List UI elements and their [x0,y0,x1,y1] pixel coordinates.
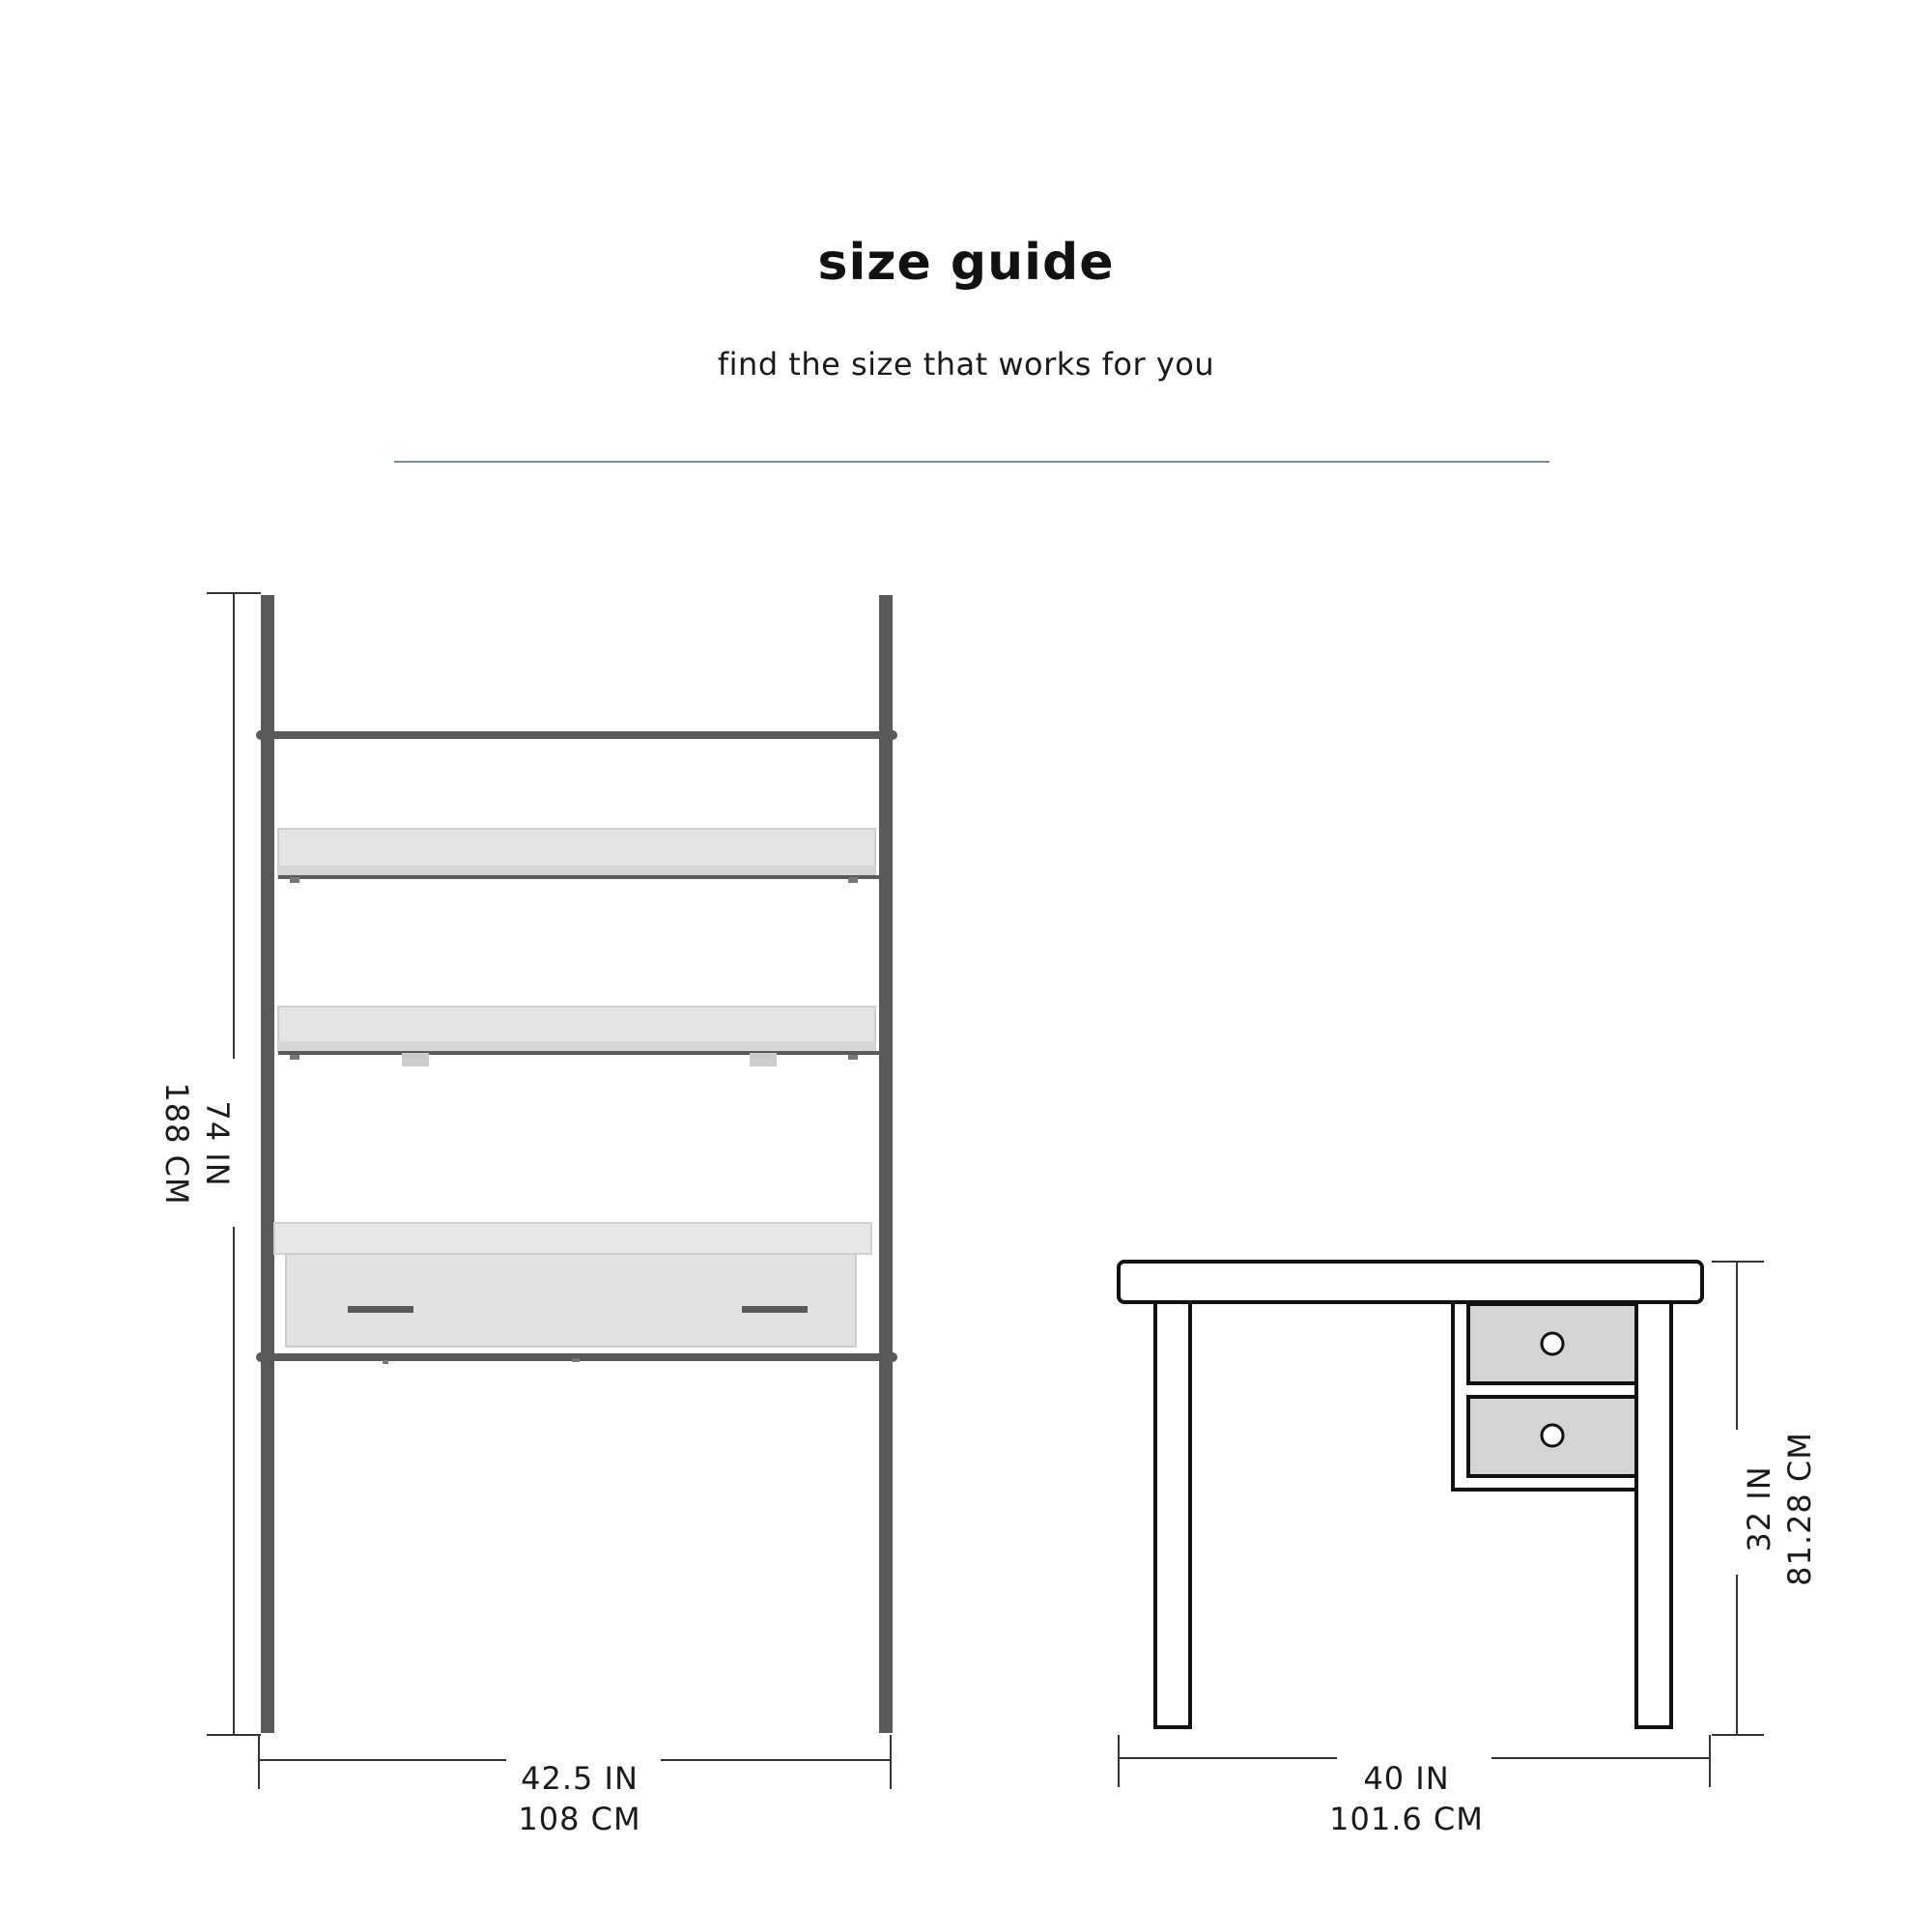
shelf-desk-drawer [256,1223,897,1364]
shelf-top-crossbar [259,731,895,739]
drawer-handle-left [348,1306,413,1313]
ladder-shelf-illustration [256,595,897,1733]
desk-right-leg [1636,1302,1671,1727]
desk-illustration [1119,1262,1702,1727]
shelf-board-1 [278,829,879,883]
shelf-board-2 [278,1007,879,1066]
shelf-right-post [879,595,893,1733]
shelf-left-post [261,595,274,1733]
page-title: size guide [817,234,1115,292]
desk-width-cm: 101.6 CM [1329,1801,1484,1837]
shelf-width-cm: 108 CM [518,1801,641,1837]
shelf-height-in: 74 IN [199,1100,236,1187]
page-subtitle: find the size that works for you [717,346,1215,383]
desk-left-leg [1155,1302,1190,1727]
desk-height-cm: 81.28 CM [1781,1432,1818,1586]
shelf-height-cm: 188 CM [158,1082,195,1206]
desk-width-in: 40 IN [1363,1760,1450,1797]
drawer-handle-right [742,1306,808,1313]
shelf-width-in: 42.5 IN [521,1760,639,1797]
desk-height-in: 32 IN [1741,1465,1777,1552]
drawer-knob-bottom [1542,1425,1563,1446]
desk-top [1119,1262,1702,1302]
drawer-knob-top [1542,1333,1563,1354]
